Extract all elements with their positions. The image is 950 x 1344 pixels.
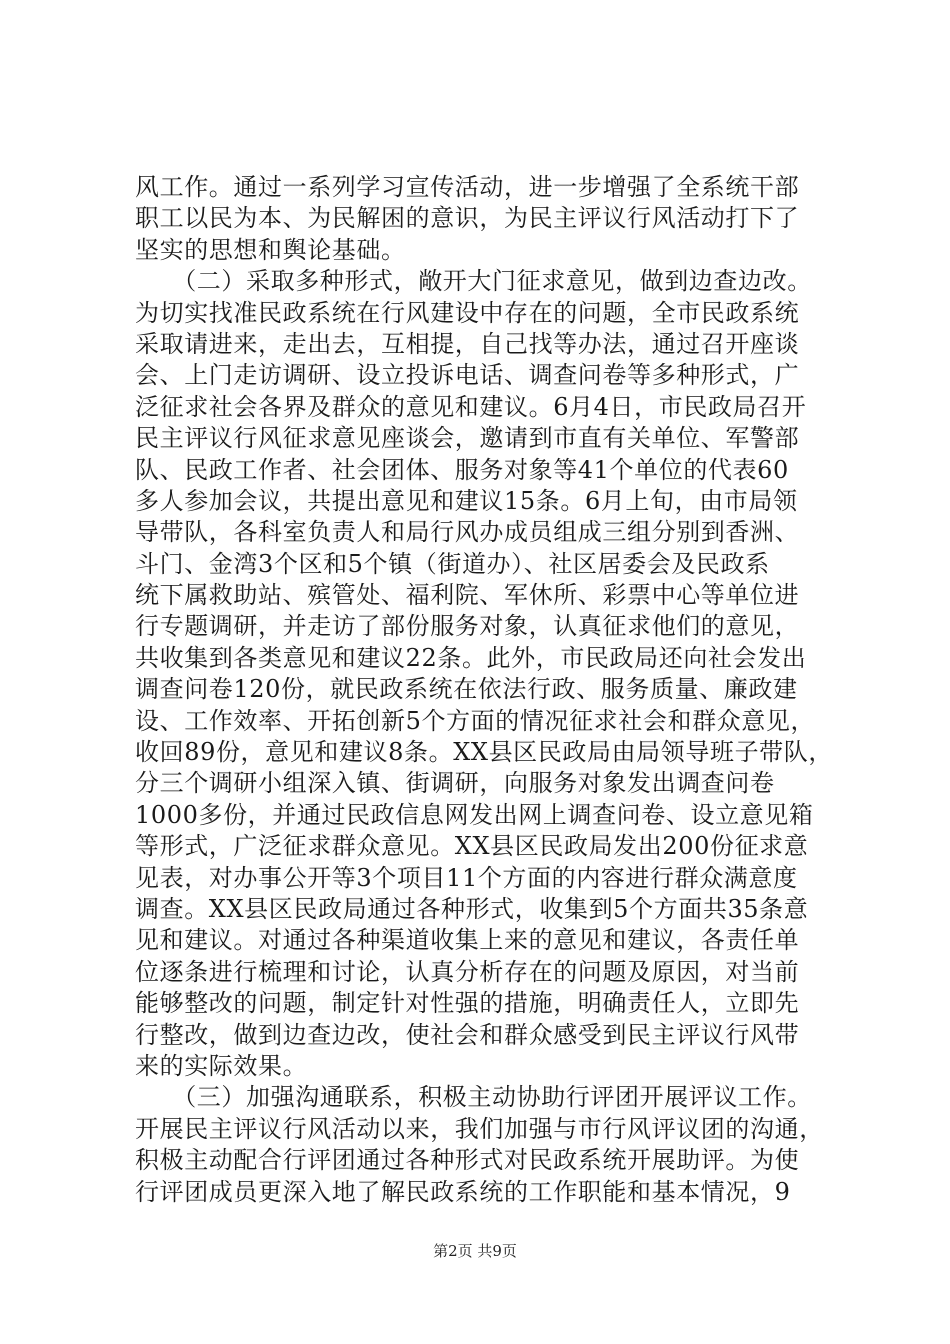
body-text — [135, 172, 835, 1208]
text-line: 行评团成员更深入地了解民政系统的工作职能和基本情况，9 — [135, 1177, 791, 1206]
text-line: 行专题调研，并走访了部份服务对象，认真征求他们的意见， — [135, 612, 800, 641]
text-line: 调查。XX县区民政局通过各种形式，收集到5个方面共35条意 — [135, 894, 809, 923]
text-line: 等形式，广泛征求群众意见。XX县区民政局发出200份征求意 — [135, 832, 809, 861]
text-line: 泛征求社会各界及群众的意见和建议。6月4日，市民政局召开 — [135, 392, 807, 421]
text-line: 坚实的思想和舆论基础。 — [135, 235, 406, 264]
text-line: 设、工作效率、开拓创新5个方面的情况征求社会和群众意见， — [135, 706, 816, 735]
text-line: 分三个调研小组深入镇、街调研，向服务对象发出调查问卷 — [135, 769, 775, 798]
text-line: 调查问卷120份，就民政系统在依法行政、服务质量、廉政建 — [135, 675, 798, 704]
text-line: 积极主动配合行评团通过各种形式对民政系统开展助评。为使 — [135, 1146, 800, 1175]
text-line: 斗门、金湾3个区和5个镇（街道办）、社区居委会及民政系 — [135, 549, 770, 578]
text-line: 共收集到各类意见和建议22条。此外，市民政局还向社会发出 — [135, 643, 807, 672]
text-line: 为切实找准民政系统在行风建设中存在的问题，全市民政系统 — [135, 298, 800, 327]
text-line: 能够整改的问题，制定针对性强的措施，明确责任人，立即先 — [135, 989, 800, 1018]
text-line: 导带队，各科室负责人和局行风办成员组成三组分别到香洲、 — [135, 518, 800, 547]
text-line: 风工作。通过一系列学习宣传活动，进一步增强了全系统干部 — [135, 173, 800, 201]
text-line: 见表，对办事公开等3个项目11个方面的内容进行群众满意度 — [135, 863, 798, 892]
text-line: 队、民政工作者、社会团体、服务对象等41个单位的代表60 — [135, 455, 789, 484]
text-line: 开展民主评议行风活动以来，我们加强与市行风评议团的沟通， — [135, 1114, 824, 1143]
text-line: 采取请进来，走出去，互相提，自己找等办法，通过召开座谈 — [135, 329, 800, 358]
text-line: 多人参加会议，共提出意见和建议15条。6月上旬，由市局领 — [135, 486, 798, 515]
text-line: 位逐条进行梳理和讨论，认真分析存在的问题及原因，对当前 — [135, 957, 800, 986]
text-line: 收回89份，意见和建议8条。XX县区民政局由局领导班子带队， — [135, 738, 833, 767]
page-footer: 第2页 共9页 — [433, 1242, 517, 1260]
text-line: 见和建议。对通过各种渠道收集上来的意见和建议，各责任单 — [135, 926, 800, 955]
text-line: 民主评议行风征求意见座谈会，邀请到市直有关单位、军警部 — [135, 424, 800, 453]
text-line: 来的实际效果。 — [135, 1051, 308, 1080]
text-line: 1000多份，并通过民政信息网发出网上调查问卷、设立意见箱 — [135, 800, 814, 829]
text-line: 行整改，做到边查边改，使社会和群众感受到民主评议行风带 — [135, 1020, 800, 1049]
text-line: 会、上门走访调研、设立投诉电话、调查问卷等多种形式，广 — [135, 361, 800, 390]
text-line: 职工以民为本、为民解困的意识，为民主评议行风活动打下了 — [135, 204, 800, 233]
text-line: （三）加强沟通联系，积极主动协助行评团开展评议工作。 — [135, 1083, 812, 1112]
text-line: 统下属救助站、殡管处、福利院、军休所、彩票中心等单位进 — [135, 581, 800, 610]
text-line: （二）采取多种形式，敞开大门征求意见，做到边查边改。 — [135, 267, 812, 296]
